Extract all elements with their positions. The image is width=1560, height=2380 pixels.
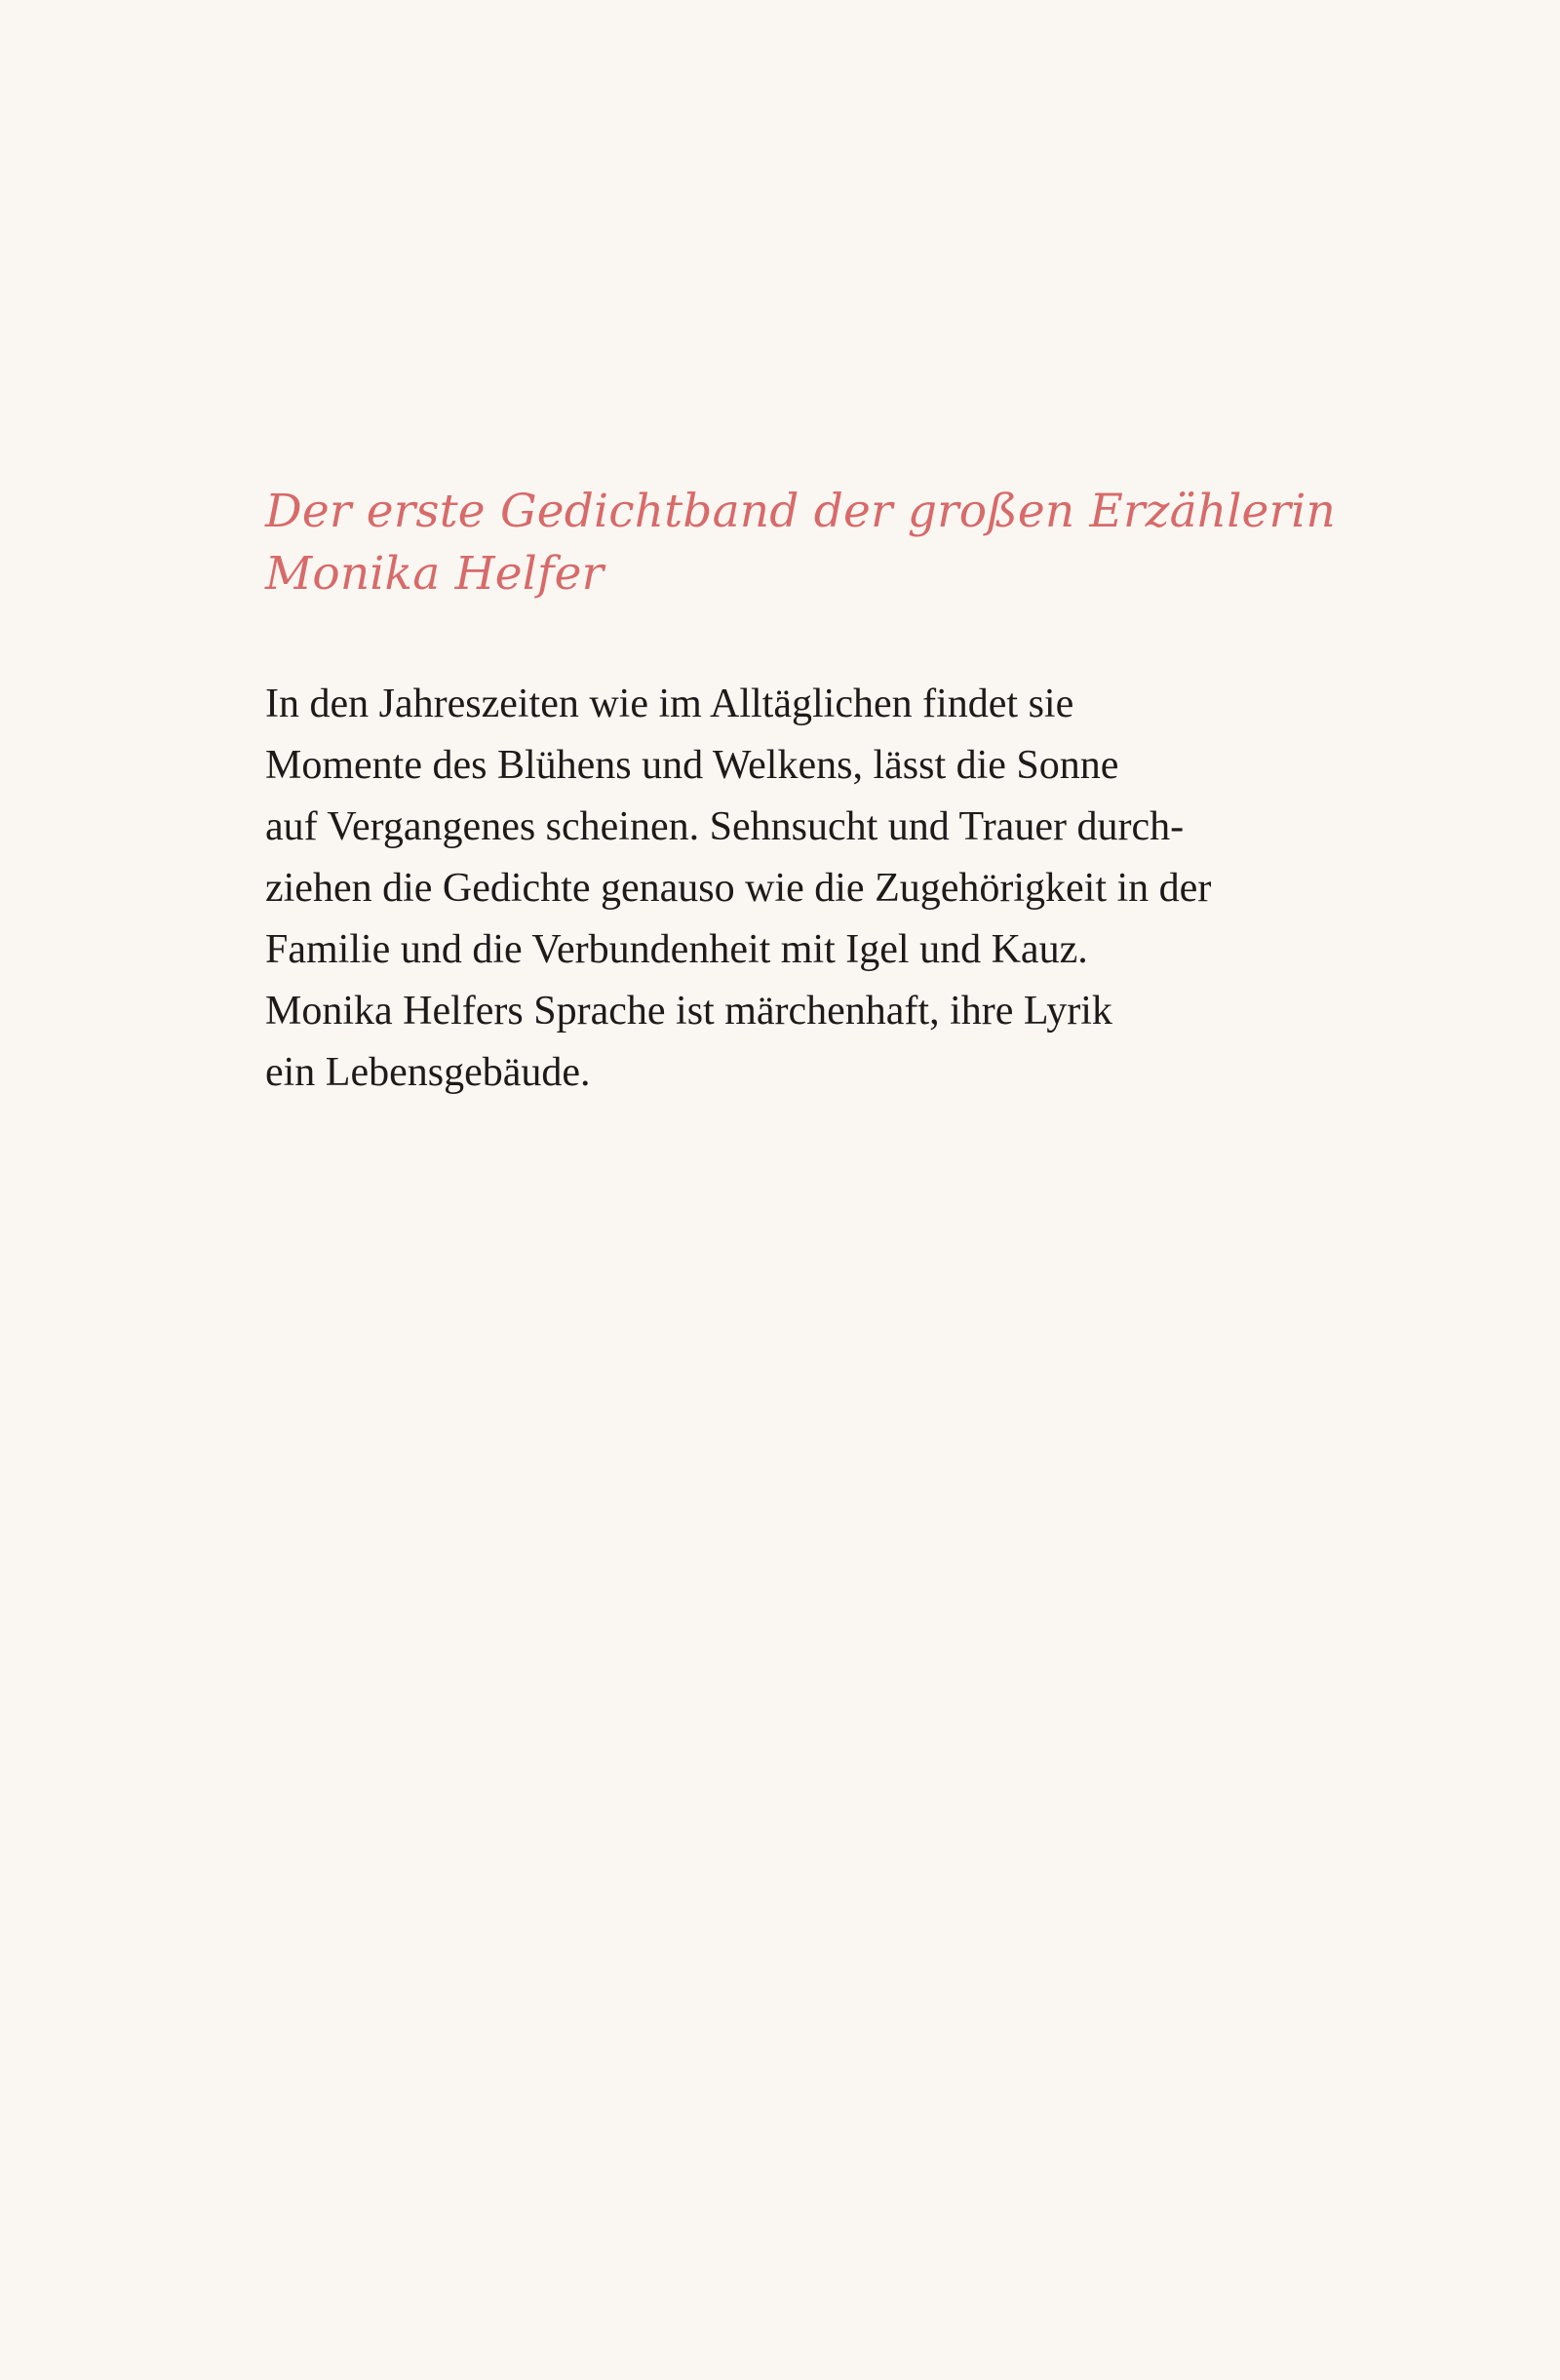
- blurb-paragraph: [265, 674, 1338, 1104]
- blurb-line: ziehen die Gedichte genauso wie die Zugehörigkeit in der: [265, 866, 1212, 911]
- blurb-line: In den Jahreszeiten wie im Alltäglichen findet sie: [265, 682, 1074, 726]
- blurb-line: auf Vergangenes scheinen. Sehnsucht und Trauer durch-: [265, 804, 1185, 849]
- subtitle-line: Monika Helfer: [265, 547, 604, 601]
- blurb-line: Monika Helfers Sprache ist märchenhaft, ihre Lyrik: [265, 989, 1112, 1034]
- subtitle-line: Der erste Gedichtband der großen Erzählerin: [265, 485, 1336, 538]
- blurb-line: ein Lebensgebäude.: [265, 1050, 591, 1095]
- subtitle: [265, 481, 1338, 605]
- text-block: [265, 481, 1338, 1104]
- blurb-line: Momente des Blühens und Welkens, lässt die Sonne: [265, 743, 1119, 788]
- blurb-line: Familie und die Verbundenheit mit Igel und Kauz.: [265, 927, 1088, 972]
